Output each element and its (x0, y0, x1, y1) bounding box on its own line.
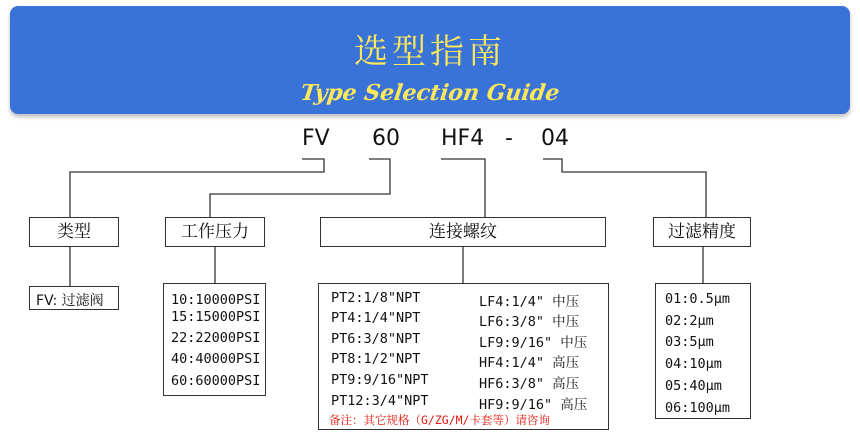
thread-item: PT2:1/8"NPT (331, 290, 421, 306)
thread-item: PT8:1/2"NPT (331, 351, 421, 367)
pressure-item: 60:60000PSI (171, 373, 261, 389)
connector-filter (543, 159, 706, 218)
type-header: 类型 (29, 217, 119, 247)
thread-item: PT4:1/4"NPT (331, 310, 421, 326)
code-separator: - (505, 126, 513, 151)
filter-item: 01:0.5μm (665, 291, 731, 307)
pressure-header: 工作压力 (165, 217, 265, 247)
thread-item: PT9:9/16"NPT (331, 372, 429, 388)
filter-item: 03:5μm (665, 334, 714, 350)
code-type: FV (302, 126, 330, 151)
code-thread: HF4 (441, 126, 485, 151)
pressure-list (163, 283, 266, 396)
thread-item: HF6:3/8" 高压 (479, 376, 580, 392)
banner-title: 选型指南 (354, 32, 506, 72)
thread-item: HF9:9/16" 高压 (479, 397, 588, 413)
type-list (29, 286, 119, 310)
thread-item: LF6:3/8" 中压 (479, 314, 580, 330)
pressure-item: 40:40000PSI (171, 351, 261, 367)
thread-item: PT6:3/8"NPT (331, 331, 421, 347)
connector-type (70, 159, 324, 218)
thread-item: PT12:3/4"NPT (331, 393, 429, 409)
pressure-item: 10:10000PSI (171, 292, 261, 308)
filter-header: 过滤精度 (653, 217, 751, 247)
filter-item: 05:40μm (665, 378, 722, 394)
filter-item: 02:2μm (665, 313, 714, 329)
type-item: FV: 过滤阀 (36, 293, 104, 309)
thread-header: 连接螺纹 (320, 217, 606, 247)
pressure-item: 15:15000PSI (171, 309, 261, 325)
connector-thread (441, 159, 485, 218)
filter-list (655, 283, 751, 419)
code-pressure: 60 (372, 126, 400, 151)
thread-note: 备注：其它规格（G/ZG/M/卡套等）请咨询 (329, 413, 550, 427)
pressure-item: 22:22000PSI (171, 330, 261, 346)
connector-pressure (210, 159, 390, 218)
banner-subtitle: Type Selection Guide (298, 80, 562, 106)
filter-item: 06:100μm (665, 400, 731, 416)
thread-list (318, 283, 609, 430)
thread-item: LF9:9/16" 中压 (479, 335, 588, 351)
code-filter: 04 (541, 126, 569, 151)
thread-item: HF4:1/4" 高压 (479, 355, 580, 371)
filter-item: 04:10μm (665, 356, 722, 372)
thread-item: LF4:1/4" 中压 (479, 294, 580, 310)
